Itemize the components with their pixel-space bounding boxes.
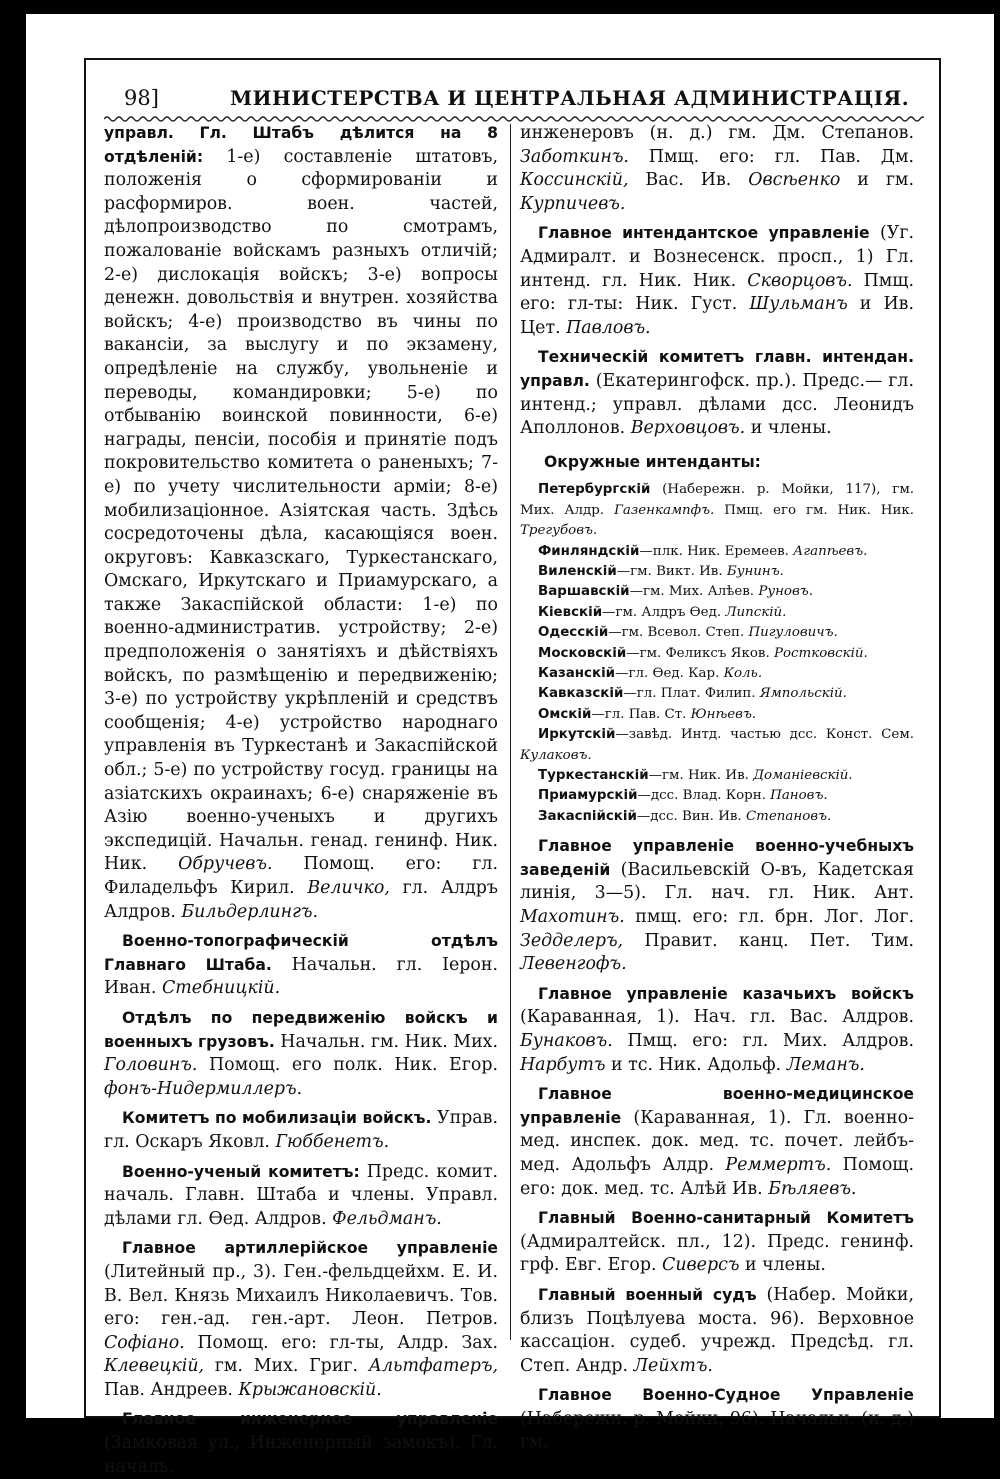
entry-heading: Главное артиллерійское управленіе [122,1239,498,1258]
entry-heading: Иркутскій [538,727,616,743]
person-name: Нарбутъ [520,1054,606,1075]
person-name: Руновъ. [758,584,813,600]
right-column-entry [520,1284,914,1378]
scan-border-right [994,0,1000,1444]
person-name: Ростковскій. [773,645,868,661]
person-name: Клевецкій, [104,1356,205,1377]
entry-text: (Набер. Мойки, близъ Поцѣлуева моста. 96). Верховное кассаціон. судеб. учрежд. Предсѣд. гл. Степ. Андр. [520,1284,914,1376]
page-title: МИНИСТЕРСТВА И ЦЕНТРАЛЬНАЯ АДМИНИСТРАЦІЯ. [230,86,910,110]
entry-heading: Туркестанскій [538,768,649,783]
entry-heading: Финляндскій [538,543,640,559]
entry-heading: Военно-ученый комитетъ: [122,1162,360,1181]
right-column-entry [520,983,914,1077]
entry-text: (Караванная, 1). Нач. гл. Вас. Алдров. [520,1007,914,1028]
entry-heading: Виленскій [538,563,617,579]
entry-text: (Литейный пр., 3). Ген.-фельдцейхм. Е. И. В. Вел. Князь Михаилъ Николаевичъ. Тов. его: ген.-ад. ген.-арт. Леон. Петров. [104,1261,498,1330]
district-intendant-entry [520,542,914,562]
entry-text: (Екатерингофск. пр.). Предс.— гл. интенд.; управл. дѣлами дсс. Леонидъ Аполлонов. [520,370,914,439]
person-name: Бильдерлингъ. [181,901,318,922]
entry-text: Управ. гл. Оскаръ Яковл. [104,1108,498,1152]
person-name: Овсѣенко [748,170,841,191]
person-name: Курпичевъ. [520,193,626,214]
entry-text: —дсс. Вин. Ив. [636,808,746,824]
person-name: Зедделеръ, [520,930,624,951]
person-name: Верховцовъ. [630,418,746,439]
person-name: фонъ-Нидермиллеръ. [104,1078,303,1099]
left-column-entry [104,1107,498,1154]
entry-text: —гл. Пав. Ст. [591,706,691,722]
district-intendant-entry [520,705,914,725]
entry-heading: Главное управленіе казачьихъ войскъ [538,984,914,1003]
entry-text: Пмщ. его гм. Ник. Ник. [714,502,914,518]
district-intendant-entry [520,725,914,766]
entry-text: (Замковая ул., Инженерный замокъ). Гл. началь. [104,1433,498,1477]
person-name: Левенгофъ. [520,954,627,975]
entry-heading: Главное инженерное управленіе [122,1410,498,1429]
entry-text: (Набережн. р. Мойки, 117), гм. Мих. Алдр. [520,482,914,518]
entry-text: —гл. Плат. Филип. [623,686,760,702]
person-name: Юнѣевъ. [690,706,757,722]
entry-text: (Васильевскій О-въ, Кадетская линія, 3—5). Гл. нач. гл. Ник. Ант. [520,859,914,904]
person-name: Заботкинъ. [520,146,629,167]
left-column-entry [104,1161,498,1232]
entry-text: и члены. [739,1255,826,1276]
entry-text: и тс. Ник. Адольф. [605,1054,787,1075]
person-name: Гюббенетъ. [275,1131,390,1152]
entry-heading: Главный военный судъ [538,1285,757,1304]
person-name: Крыжановскій. [238,1379,382,1400]
left-column-entry [104,122,498,924]
right-column-entry [520,222,914,340]
entry-heading: Главный Военно-санитарный Комитетъ [538,1209,914,1228]
person-name: Лейхтъ. [633,1355,713,1376]
entry-text: —дсс. Влад. Корн. [637,788,771,804]
district-intendant-entry [520,582,914,602]
right-column-bottom-entries [520,835,914,1455]
running-header [100,84,930,114]
entry-heading: Комитетъ по мобилизаціи войскъ. [122,1109,432,1128]
entry-text: Помощ. его полк. Ник. Егор. [197,1055,498,1076]
person-name: Махотинъ. [520,907,625,927]
person-name: Пановъ. [770,788,828,804]
entry-text: инженеровъ (н. д.) гм. Дм. Степанов. [520,123,914,143]
entry-text: —гм. Викт. Ив. [616,563,727,579]
entry-text: —гм. Феликсъ Яков. [626,645,774,661]
person-name: Бунаковъ. [520,1030,613,1051]
entry-heading: Варшавскій [538,584,630,600]
right-column-top-entries [520,122,914,441]
district-intendant-entry [520,480,914,541]
person-name: Степановъ. [745,808,832,824]
entry-text: —гм. Алдръ Ѳед. [602,604,726,620]
left-column-entry [104,1007,498,1101]
entry-text: и члены. [745,418,832,439]
district-intendant-entry [520,684,914,704]
right-column-entry [520,1207,914,1278]
entry-text: Пав. Андреев. [104,1379,239,1400]
entry-text: —гм. Ник. Ив. [648,768,754,783]
entry-text: Начальн. гл. Іерон. Иван. [104,954,498,999]
entry-text: Помощ. его: гл-ты, Алдр. Зах. [184,1332,498,1353]
page-number: 98] [124,86,159,110]
person-name: Бунинъ. [726,563,784,579]
district-intendant-entry [520,644,914,664]
entry-text: —гм. Всевол. Степ. [608,625,749,641]
entry-text: и гм. [840,170,914,191]
person-name: Обручевъ. [178,854,273,875]
column-divider [510,124,511,1340]
entry-heading: Главное интендантское управленіе [538,224,870,243]
entry-text: гм. Мих. Григ. [204,1356,369,1377]
district-intendant-entry [520,664,914,684]
entry-text: Начальн. гм. Ник. Мих. [274,1031,498,1052]
entry-text: —гм. Мих. Алѣев. [629,584,759,600]
entry-heading: Кавказскій [538,686,624,702]
entry-text: (Уг. Адмиралт. и Вознесенск. просп., 1) Гл. интенд. гл. Ник. Ник. [520,223,914,291]
entry-heading: управл. Гл. Штабъ дѣлится на 8 отдѣленій: [104,124,498,166]
entry-heading: Отдѣлъ по передвиженію войскъ и военныхъ грузовъ. [104,1008,498,1051]
entry-text: Помощ. его: гл. Филадельфъ Кирил. [104,854,498,898]
district-intendant-entry [520,807,914,827]
left-column-entry [104,1237,498,1402]
entry-text: Правит. канц. Пет. Тим. [623,930,914,951]
person-name: Величко, [307,878,390,898]
person-name: Стебницкій. [161,978,281,999]
person-name: Кулаковъ. [520,747,592,763]
person-name: Пигуловичъ. [748,625,838,641]
entry-heading: Московскій [538,645,627,661]
entry-heading: Приамурскій [538,788,638,804]
entry-heading: Главное военно-медицинское управленіе [520,1085,914,1127]
entry-text: —завѣд. Интд. частью дсс. Конст. Сем. [615,727,914,743]
right-column-entry [520,1083,914,1201]
entry-heading: Закаспійскій [538,808,637,824]
scan-border-top [0,0,1000,14]
entry-text: Вас. Ив. [628,170,749,191]
entry-text: (Набережн. р. Мойки, 96). Начальн. (и. д.) гм. [520,1408,914,1453]
right-column-entry [520,835,914,977]
person-name: Агапѣевъ. [793,543,868,559]
entry-text: гл. Алдръ Алдров. [104,878,498,922]
district-intendant-entry [520,786,914,806]
entry-heading: Главное управленіе военно-учебныхъ заведеній [520,837,914,879]
entry-heading: Военно-топографическій отдѣлъ Главнаго Штаба. [104,932,498,974]
person-name: Софіано. [104,1332,185,1353]
person-name: Трегубовъ. [520,523,598,539]
entry-text: Пмщ. его: гл-ты: Ник. Густ. [520,270,915,315]
entry-text: —гл. Ѳед. Кар. [615,665,724,681]
person-name: Коль. [723,665,763,681]
entry-heading: Петербургскій [538,482,651,498]
entry-text: пмщ. его: гл. брн. Лог. Лог. [624,907,914,927]
entry-heading: Техническій комитетъ главн. интендан. управл. [520,348,914,390]
entry-heading: Кіевскій [538,604,603,620]
person-name: Шульманъ [749,294,848,315]
district-intendant-entry [520,766,914,786]
district-intendants-list [520,480,914,827]
entry-text: 1-е) составленіе штатовъ, положенія о сформированіи и расформиров. воен. частей, дѣлопроизводство по смотрамъ, пожалованіе войскамъ разныхъ отличій; 2-е) дислокація войскъ; 3-е) вопросы денежн. довольствія и внутрен. хозяйства войскъ; 4-е) производство въ чины по вакансіи, за выслугу и по экзамену, опредѣленіе на службу, увольненіе и переводы, командировки; 5-е) по отбыванію воинской повинности, 6-е) награды, пенсіи, пособія и принятіе подъ покровительство комитета о раненыхъ; 7-е) по учету числительности арміи; 8-е) мобилизаціонное. Азіятская часть. Здѣсь сосредоточены дѣла, касающіяся воен. округовъ: Кавказскаго, Туркестанскаго, Омскаго, Иркутскаго и Приамурскаго, а также Закаспійской области: 1-е) по военно-административ. устройству; 2-е) предположенія о занятіяхъ и дѣйствіяхъ войскъ, по размѣщенію и передвиженію; 3-е) по устройству укрѣпленій и средствъ сообщенія; 4-е) устройство народнаго управленія въ Туркестанѣ и Закаспійской обл.; 5-е) по устройству госуд. границы на азіатскихъ окраинахъ; 6-е) снаряженіе въ Азію военно-ученыхъ и другихъ экспедицій. Начальн. генад. генинф. Ник. Ник. [104,146,498,875]
person-name: Головинъ. [104,1055,198,1076]
left-column [104,122,498,1479]
person-name: Реммертъ. [725,1154,832,1175]
entry-heading: Главное Военно-Судное Управленіе [538,1386,914,1405]
entry-text: Предс. комит. началь. Главн. Штаба и члены. Управл. дѣлами гл. Ѳед. Алдров. [104,1161,498,1229]
entry-heading: Казанскій [538,665,616,681]
person-name: Доманіевскій. [753,768,853,783]
person-name: Скворцовъ. [747,270,853,291]
right-column-entry [520,1384,914,1455]
person-name: Липскій. [725,604,787,620]
left-column-entry [104,930,498,1001]
district-intendant-entry [520,603,914,623]
right-column-entry [520,346,914,440]
entry-text: (Адмиралтейск. пл., 12). Предс. генинф. грф. Евг. Егор. [520,1231,914,1276]
section-heading-okruzhnye: Окружные интенданты: [544,452,761,471]
person-name: Павловъ. [566,317,651,338]
person-name: Фельдманъ. [332,1208,442,1229]
entry-text: Пмщ. его: гл. Мих. Алдров. [612,1030,914,1051]
district-intendant-entry [520,623,914,643]
entry-text: и Ив. Цет. [520,294,914,338]
person-name: Коссинскій, [520,170,629,191]
entry-heading: Омскій [538,706,592,722]
entry-text: (Караванная, 1). Гл. военно-мед. инспек. док. мед. тс. почет. лейбъ-мед. Адольфъ Алдр. [520,1107,914,1175]
entry-text: Помощ. его: док. мед. тс. Алѣй Ив. [520,1154,914,1199]
person-name: Ямпольскій. [759,686,847,702]
person-name: Сиверсъ [662,1255,740,1276]
entry-heading: Одесскій [538,625,609,641]
person-name: Альтфатеръ, [368,1356,498,1377]
entry-text: Пмщ. его: гл. Пав. Дм. [628,146,914,167]
person-name: Леманъ. [786,1054,865,1075]
right-column-entry [520,122,914,216]
right-column [520,122,914,1455]
person-name: Газенкампфъ. [614,502,715,518]
scan-border-left [0,0,26,1444]
person-name: Бѣляевъ. [768,1178,857,1199]
district-intendant-entry [520,562,914,582]
entry-text: —плк. Ник. Еремеев. [639,543,794,559]
